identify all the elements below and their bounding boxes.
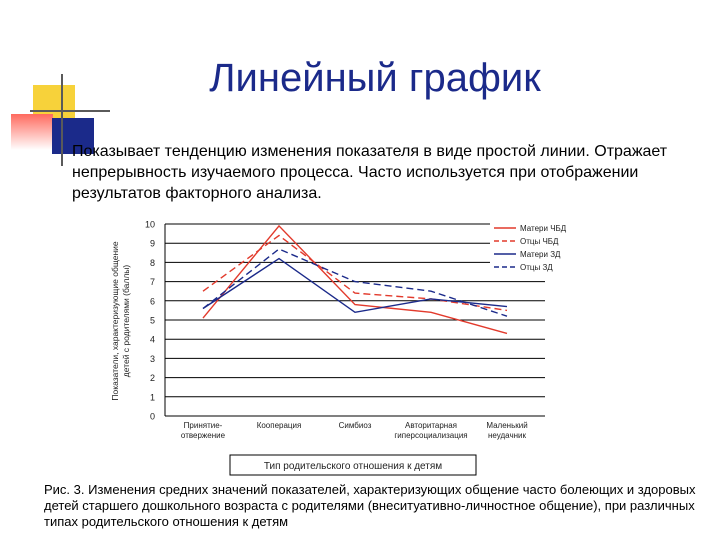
y-tick-label: 7	[149, 277, 155, 288]
decor-horizontal-line	[30, 110, 110, 112]
legend-label: Отцы ЧБД	[520, 237, 559, 246]
figure-caption: Рис. 3. Изменения средних значений показателей, характеризующих общение часто болеющих и здоровых детей старшего дошкольного возраста с родителями (внеситуативно-личностное общение), при различных типах родительского отношения к детям	[44, 482, 696, 529]
x-tick-label: Кооперация	[256, 421, 302, 430]
legend-label: Матери ЗД	[520, 250, 561, 259]
x-tick-label: неудачник	[487, 431, 527, 440]
x-tick-label: Авторитарная	[404, 421, 458, 430]
y-axis-label-line: детей с родителями (баллы)	[121, 264, 131, 378]
y-tick-label: 1	[149, 392, 155, 403]
x-tick-label: Маленький	[486, 421, 528, 430]
x-axis-label: Тип родительского отношения к детям	[263, 461, 443, 472]
y-tick-label: 10	[144, 219, 155, 230]
y-tick-label: 3	[149, 353, 155, 364]
y-tick-label: 5	[149, 315, 155, 326]
decor-red-square	[11, 114, 53, 150]
legend-label: Отцы ЗД	[520, 263, 553, 272]
y-axis-label-line: Показатели, характеризующие общение	[110, 241, 120, 401]
y-tick-label: 6	[149, 296, 155, 307]
y-tick-label: 8	[149, 257, 155, 268]
y-tick-label: 9	[149, 238, 155, 249]
slide-title: Линейный график	[209, 56, 541, 100]
x-tick-label: Принятие-	[183, 421, 223, 430]
slide-description: Показывает тенденцию изменения показателя в виде простой линии. Отражает непрерывность изучаемого процесса. Часто используется при отображении результатов факторного анализа.	[72, 143, 668, 202]
x-tick-label: отвержение	[180, 431, 226, 440]
series-line	[203, 226, 507, 334]
y-axis-label	[110, 241, 131, 401]
line-chart	[108, 211, 592, 484]
legend-label: Матери ЧБД	[520, 224, 567, 233]
x-tick-label: гиперсоциализация	[394, 431, 468, 440]
x-tick-label: Симбиоз	[338, 421, 372, 430]
y-tick-label: 4	[149, 334, 155, 345]
series-line	[203, 249, 507, 316]
y-tick-label: 2	[149, 373, 155, 384]
y-tick-label: 0	[149, 411, 155, 422]
